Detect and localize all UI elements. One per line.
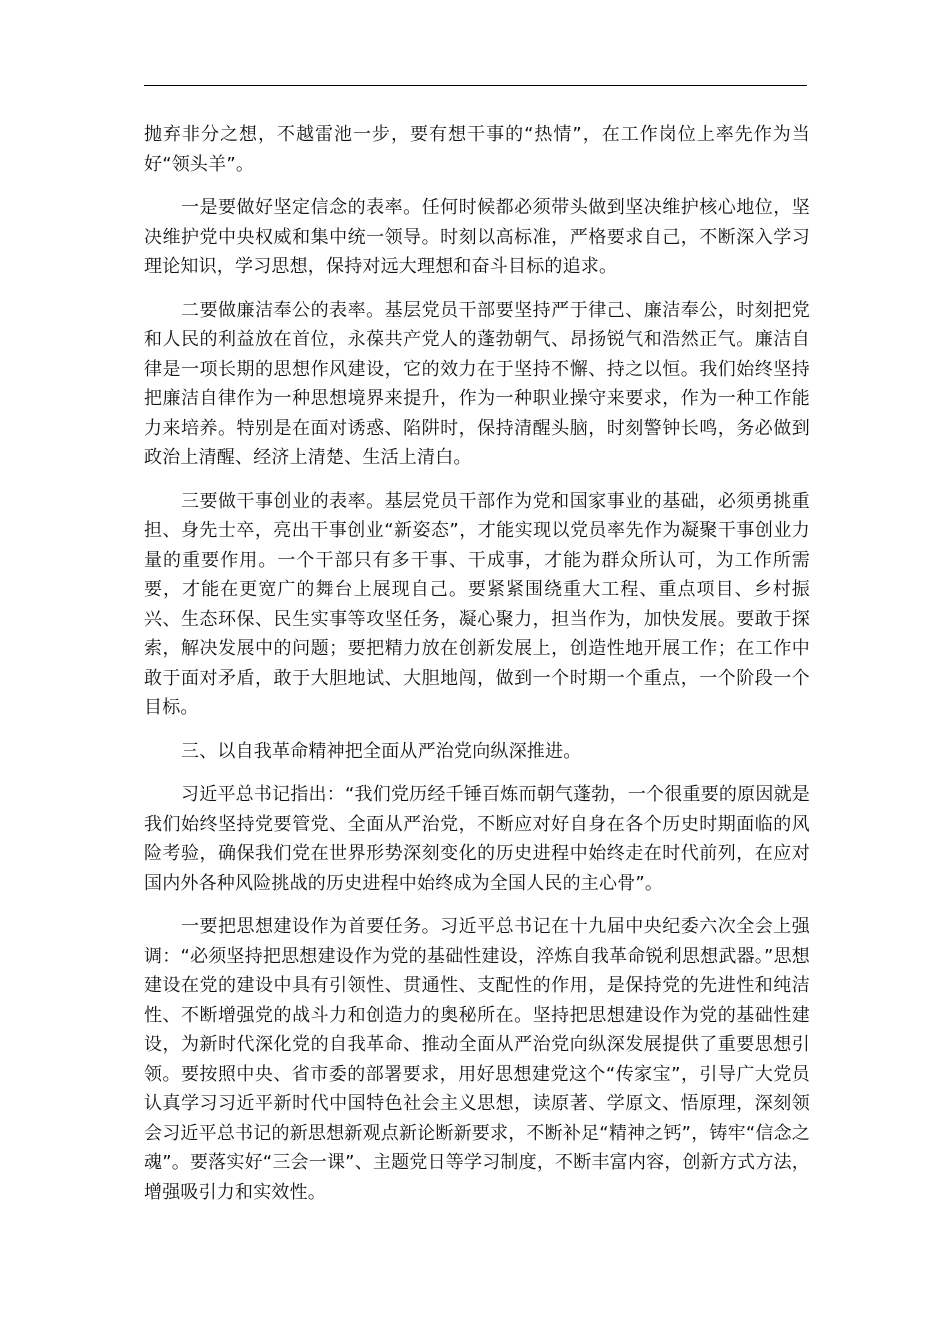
paragraph-integrity: 二要做廉洁奉公的表率。基层党员干部要坚持严于律己、廉洁奉公，时刻把党和人民的利益放在首位，永葆共产党人的蓬勃朝气、昂扬锐气和浩然正气。廉洁自律是一项长期的思想作风建设，它的效力在于坚持不懈、持之以恒。我们始终坚持把廉洁自律作为一种思想境界来提升，作为一种职业操守来要求，作为一种工作能力来培养。特别是在面对诱惑、陷阱时，保持清醒头脑，时刻警钟长鸣，务必做到政治上清醒、经济上清楚、生活上清白。 bbox=[144, 299, 810, 468]
section-heading: 三、以自我革命精神把全面从严治党向纵深推进。 bbox=[181, 740, 582, 762]
paragraph-quote: 习近平总书记指出：“我们党历经千锤百炼而朝气蓬勃，一个很重要的原因就是我们始终坚持党要管党、全面从严治党，不断应对好自身在各个历史时期面临的风险考验，确保我们党在世界形势深刻变化的历史进程中始终走在时代前列，在应对国内外各种风险挑战的历史进程中始终成为全国人民的主心骨”。 bbox=[144, 784, 810, 894]
document-body bbox=[144, 120, 810, 1221]
paragraph-ideology: 一要把思想建设作为首要任务。习近平总书记在十九届中央纪委六次全会上强调：“必须坚持把思想建设作为党的基础性建设，淬炼自我革命锐利思想武器。”思想建设在党的建设中具有引领性、贯通性、支配性的作用，是保持党的先进性和纯洁性、不断增强党的战斗力和创造力的奥秘所在。坚持把思想建设作为党的基础性建设，为新时代深化党的自我革命、推动全面从严治党向纵深发展提供了重要思想引领。要按照中央、省市委的部署要求，用好思想建党这个“传家宝”，引导广大党员认真学习习近平新时代中国特色社会主义思想，读原著、学原文、悟原理，深刻领会习近平总书记的新思想新观点新论断新要求，不断补足“精神之钙”，铸牢“信念之魂”。要落实好“三会一课”、主题党日等学习制度，不断丰富内容，创新方式方法，增强吸引力和实效性。 bbox=[144, 916, 810, 1203]
paragraph-entrepreneurship: 三要做干事创业的表率。基层党员干部作为党和国家事业的基础，必须勇挑重担、身先士卒，亮出干事创业“新姿态”，才能实现以党员率先作为凝聚干事创业力量的重要作用。一个干部只有多干事、干成事，才能为群众所认可，为工作所需要，才能在更宽广的舞台上展现自己。要紧紧围绕重大工程、重点项目、乡村振兴、生态环保、民生实事等攻坚任务，凝心聚力，担当作为，加快发展。要敢于探索，解决发展中的问题；要把精力放在创新发展上，创造性地开展工作；在工作中敢于面对矛盾，敢于大胆地试、大胆地闯，做到一个时期一个重点，一个阶段一个目标。 bbox=[144, 490, 810, 718]
header-rule bbox=[144, 85, 807, 86]
paragraph-faith: 一是要做好坚定信念的表率。任何时候都必须带头做到坚决维护核心地位，坚决维护党中央权威和集中统一领导。时刻以高标准，严格要求自己，不断深入学习理论知识，学习思想，保持对远大理想和奋斗目标的追求。 bbox=[144, 197, 810, 277]
paragraph-continuation: 抛弃非分之想，不越雷池一步，要有想干事的“热情”，在工作岗位上率先作为当好“领头羊”。 bbox=[144, 124, 810, 175]
